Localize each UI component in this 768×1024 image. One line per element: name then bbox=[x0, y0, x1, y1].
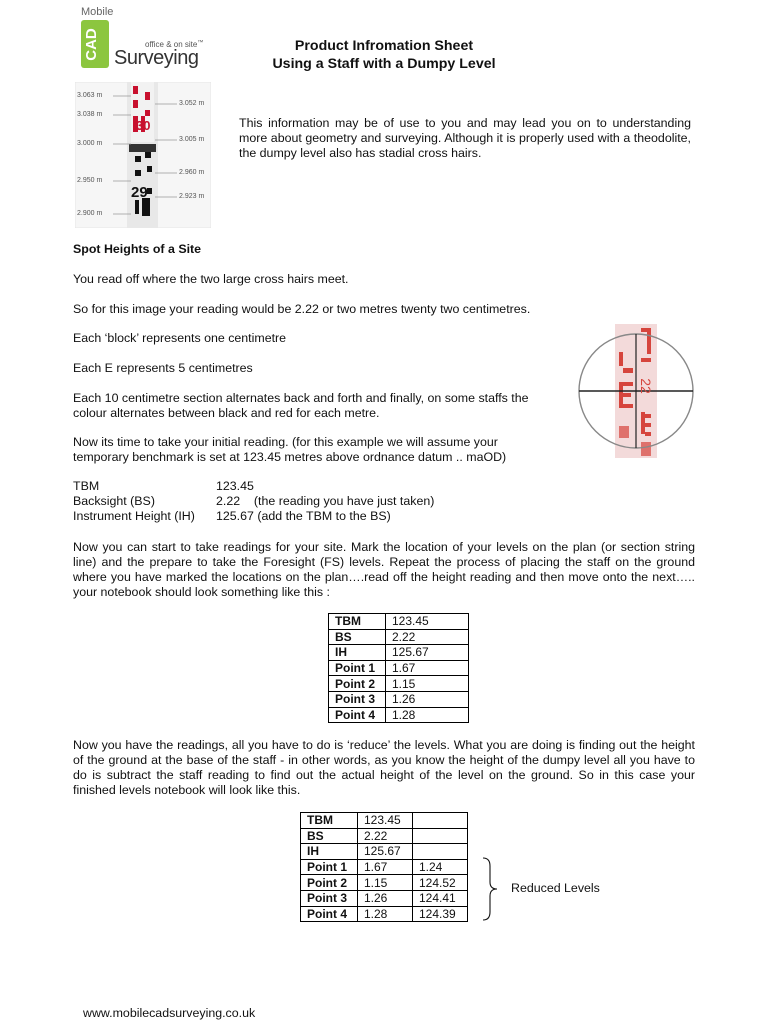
page-title bbox=[200, 37, 568, 73]
staff-label-left-1: 3.063 m bbox=[77, 92, 103, 99]
staff-number-30: 30 bbox=[136, 118, 151, 133]
table-cell-label: IH bbox=[329, 645, 386, 661]
initial-tbm-label: TBM bbox=[73, 479, 100, 493]
logo-cad-text: CAD bbox=[82, 28, 100, 61]
table-cell-value: 125.67 bbox=[358, 844, 413, 860]
scope-figure bbox=[575, 322, 699, 460]
table-row bbox=[301, 844, 468, 860]
table-cell-reduced: 124.41 bbox=[413, 890, 468, 906]
footer-url[interactable]: www.mobilecadsurveying.co.uk bbox=[83, 1006, 256, 1020]
table-row bbox=[329, 676, 469, 692]
paragraph-crosshairs: You read off where the two large cross hairs meet. bbox=[73, 272, 349, 286]
table-cell-label: Point 3 bbox=[329, 691, 386, 707]
title-line-1: Product Infromation Sheet bbox=[294, 38, 474, 54]
table-row bbox=[301, 875, 468, 891]
initial-ih-value: 125.67 (add the TBM to the BS) bbox=[216, 509, 391, 523]
staff-label-right-2: 3.005 m bbox=[179, 136, 205, 143]
title-line-2: Using a Staff with a Dumpy Level bbox=[272, 56, 496, 72]
table-cell-label: Point 2 bbox=[301, 875, 358, 891]
table-cell-label: TBM bbox=[329, 614, 386, 630]
table-cell-value: 123.45 bbox=[386, 614, 469, 630]
table-cell-label: TBM bbox=[301, 813, 358, 829]
readings-table bbox=[328, 613, 469, 723]
initial-ih-label: Instrument Height (IH) bbox=[73, 509, 195, 523]
table-cell-value: 125.67 bbox=[386, 645, 469, 661]
staff-label-right-3: 2.960 m bbox=[179, 169, 205, 176]
table-row bbox=[329, 707, 469, 723]
table-cell-label: IH bbox=[301, 844, 358, 860]
staff-number-29: 29 bbox=[131, 184, 148, 201]
table-cell-label: Point 3 bbox=[301, 890, 358, 906]
table-cell-reduced: 124.39 bbox=[413, 906, 468, 922]
table-cell-label: Point 4 bbox=[301, 906, 358, 922]
staff-label-left-5: 2.900 m bbox=[77, 210, 103, 217]
table-row bbox=[301, 813, 468, 829]
initial-bs-value: 2.22 (the reading you have just taken) bbox=[216, 494, 435, 508]
table-cell-value: 2.22 bbox=[386, 629, 469, 645]
logo-tagline: office & on site™ bbox=[145, 40, 204, 49]
table-cell-value: 1.26 bbox=[386, 691, 469, 707]
staff-figure bbox=[75, 82, 211, 228]
table-cell-value: 2.22 bbox=[358, 828, 413, 844]
table-row bbox=[301, 890, 468, 906]
curly-brace bbox=[481, 856, 501, 922]
table-cell-label: BS bbox=[329, 629, 386, 645]
table-cell-label: BS bbox=[301, 828, 358, 844]
logo-name: Surveying bbox=[114, 47, 199, 69]
table-cell-value: 1.28 bbox=[358, 906, 413, 922]
paragraph-reading: So for this image your reading would be 2.22 or two metres twenty two centimetres. bbox=[73, 302, 531, 316]
table-cell-value: 1.15 bbox=[386, 676, 469, 692]
table-cell-label: Point 4 bbox=[329, 707, 386, 723]
initial-bs-label: Backsight (BS) bbox=[73, 494, 155, 508]
table-cell-value: 1.26 bbox=[358, 890, 413, 906]
table-cell-label: Point 1 bbox=[329, 660, 386, 676]
table-row bbox=[329, 691, 469, 707]
staff-label-left-2: 3.038 m bbox=[77, 111, 103, 118]
table-cell-reduced: 124.52 bbox=[413, 875, 468, 891]
table-cell-reduced bbox=[413, 828, 468, 844]
table-cell-value: 1.15 bbox=[358, 875, 413, 891]
paragraph-initial-2: temporary benchmark is set at 123.45 metres above ordnance datum .. maOD) bbox=[73, 450, 507, 464]
table-row bbox=[301, 906, 468, 922]
paragraph-foresight: Now you can start to take readings for your site. Mark the location of your levels on the plan (or section string line) and the prepare to take the Foresight (FS) levels. Repeat the process of placing the staff on the ground where you have marked the locations on the plan….read off the height reading and then move onto the next….. your notebook should look something like this : bbox=[73, 540, 695, 599]
paragraph-initial-1: Now its time to take your initial reading. (for this example we will assume your bbox=[73, 435, 498, 449]
section-heading: Spot Heights of a Site bbox=[73, 242, 202, 256]
staff-label-right-1: 3.052 m bbox=[179, 100, 205, 107]
table-cell-reduced bbox=[413, 844, 468, 860]
table-cell-value: 1.67 bbox=[386, 660, 469, 676]
reduced-levels-table bbox=[300, 812, 468, 922]
logo-cad-block bbox=[81, 20, 109, 68]
table-row bbox=[329, 645, 469, 661]
paragraph-reduce: Now you have the readings, all you have to do is ‘reduce’ the levels. What you are doing is finding out the height of the ground at the base of the staff - in other words, as you know the height of the dumpy level all you have to do is subtract the staff reading to find out the actual height of the level on the ground. So in this case your finished levels notebook will look like this. bbox=[73, 738, 695, 797]
table-cell-value: 123.45 bbox=[358, 813, 413, 829]
staff-label-left-3: 3.000 m bbox=[77, 140, 103, 147]
table-cell-reduced: 1.24 bbox=[413, 859, 468, 875]
table-cell-value: 1.28 bbox=[386, 707, 469, 723]
table-cell-value: 1.67 bbox=[358, 859, 413, 875]
table-row bbox=[301, 859, 468, 875]
table-row bbox=[301, 828, 468, 844]
table-row bbox=[329, 614, 469, 630]
table-row bbox=[329, 660, 469, 676]
initial-tbm-value: 123.45 bbox=[216, 479, 254, 493]
logo-top-text: Mobile bbox=[81, 6, 114, 18]
paragraph-block: Each ‘block’ represents one centimetre bbox=[73, 331, 287, 345]
staff-label-right-4: 2.923 m bbox=[179, 193, 205, 200]
reduced-levels-label: Reduced Levels bbox=[511, 881, 600, 895]
table-row bbox=[329, 629, 469, 645]
paragraph-section: Each 10 centimetre section alternates back and forth and finally, on some staffs the colour alternates between black and red for each metre. bbox=[73, 391, 529, 420]
table-cell-label: Point 1 bbox=[301, 859, 358, 875]
scope-reading-text: 22 bbox=[637, 378, 654, 394]
intro-text: This information may be of use to you and may lead you on to understanding more about geometry and surveying. Although it is properly used with a theodolite, the dumpy level also has stadial cross hairs. bbox=[239, 116, 691, 160]
table-cell-label: Point 2 bbox=[329, 676, 386, 692]
company-logo bbox=[78, 6, 210, 72]
table-cell-reduced bbox=[413, 813, 468, 829]
paragraph-e: Each E represents 5 centimetres bbox=[73, 361, 253, 375]
staff-label-left-4: 2.950 m bbox=[77, 177, 103, 184]
